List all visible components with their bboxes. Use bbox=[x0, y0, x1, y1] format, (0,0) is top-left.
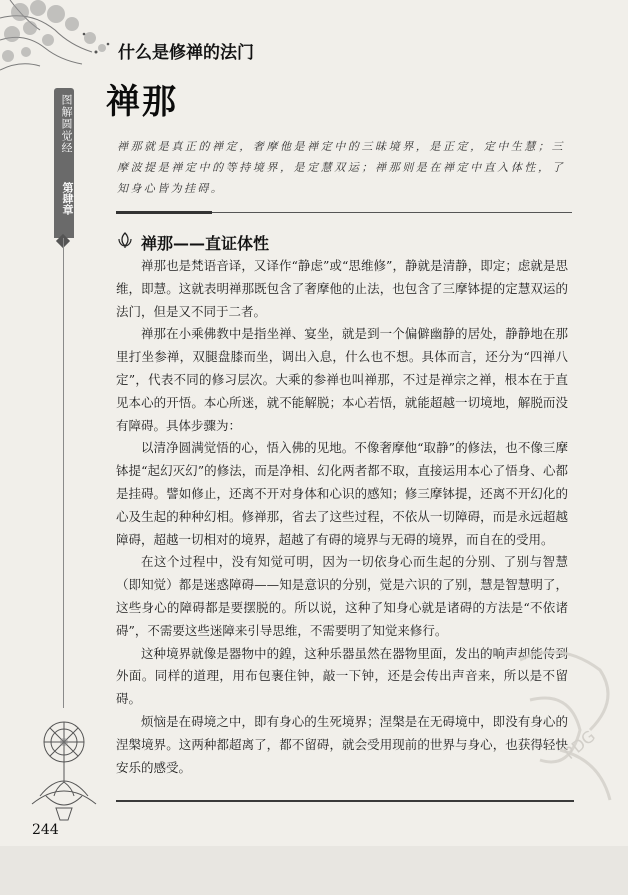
paragraph: 在这个过程中，没有知觉可明，因为一切依身心而生起的分别、了别与智慧（即知觉）都是迷惑障碍——知是意识的分别，觉是六识的了别，慧是智慧明了，这些身心的障碍都是要摆脱的。所以说，这种了知身心就是诸碍的方法是“不依诸碍”，不需要这些迷障来引导思维，不需要明了知觉来修行。 bbox=[116, 554, 568, 638]
page-number: 244 bbox=[32, 822, 59, 838]
paragraph: 禅那也是梵语音译，又译作“静虑”或“思维修”，静就是清静，即定；虑就是思维，即慧。这就表明禅那既包含了奢摩他的止法，也包含了三摩钵提的定慧双运的法门，但是又不同于二者。 bbox=[116, 258, 568, 319]
paragraph: 烦恼是在碍境之中，即有身心的生死境界；涅槃是在无碍境中，即没有身心的涅槃境界。这两种都超离了，都不留碍，就会受用现前的世界与身心，也获得轻快安乐的感受。 bbox=[116, 713, 568, 775]
section-heading: 禅那——直证体性 bbox=[141, 234, 270, 253]
divider-thick bbox=[116, 211, 212, 214]
lotus-ornament-icon bbox=[26, 704, 102, 824]
footer-divider bbox=[116, 800, 574, 802]
watermark-text: PDG bbox=[560, 726, 599, 764]
page-bottom-edge bbox=[0, 846, 628, 895]
divider-thin bbox=[212, 212, 572, 213]
intro-text: 禅那就是真正的禅定，奢摩他是禅定中的三昧境界，是正定，定中生慧；三摩波提是禅定中的等持境界，是定慧双运；禅那则是在禅定中直入体性，了知身心皆为挂碍。 bbox=[117, 140, 565, 195]
side-tab-book-title: 图解圆觉经 bbox=[60, 94, 73, 154]
paragraph: 禅那在小乘佛教中是指坐禅、宴坐，就是到一个偏僻幽静的居处，静静地在那里打坐参禅，双腿盘膝而坐，调出入息，什么也不想。具体而言，还分为“四禅八定”，代表不同的修习层次。大乘的参禅也叫禅那，不过是禅宗之禅，根本在于直见本心的开悟。本心所迷，就不能解脱；本心若悟，就能超越一切境地，解脱而没有障碍。具体步骤为： bbox=[116, 326, 568, 433]
page-title: 禅那 bbox=[106, 82, 178, 122]
watermark-seal bbox=[500, 640, 628, 820]
side-divider-line bbox=[63, 238, 64, 708]
lotus-bud-icon bbox=[116, 231, 134, 249]
paragraph: 以清净圆满觉悟的心，悟入佛的见地。不像奢摩他“取静”的修法，也不像三摩钵提“起幻灭幻”的修法，而是净相、幻化两者都不取，直接运用本心了悟身、心都是挂碍。譬如修止，还离不开对身体和心识的感知；修三摩钵提，还离不开幻化的心及生起的种种幻相。修禅那，省去了这些过程，不依从一切障碍，而是永远超越障碍，超越一切相对的境界，超越了有碍的境界与无碍的境界，而自在的受用。 bbox=[116, 440, 568, 547]
section-title: 什么是修禅的法门 bbox=[118, 43, 254, 63]
side-tab-chapter: 第肆章 bbox=[61, 182, 74, 215]
paragraph: 这种境界就像是器物中的鍠，这种乐器虽然在器物里面，发出的响声却能传到外面。同样的道理，用布包裹住钟，敲一下钟，还是会传出声音来，所以是不留碍。 bbox=[116, 645, 568, 707]
